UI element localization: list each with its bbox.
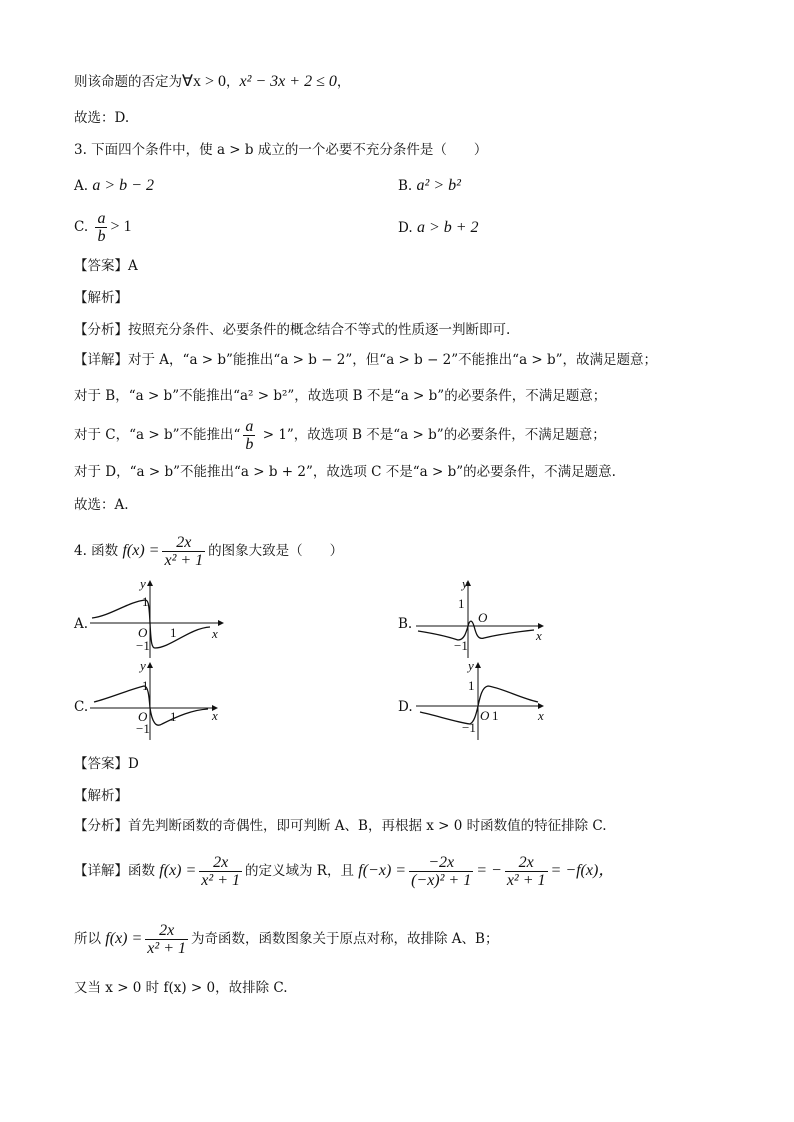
graph-c-origin: O <box>138 709 148 724</box>
graph-a-label: A. <box>74 616 89 632</box>
q4-stem-den: x² + 1 <box>164 552 204 569</box>
graph-c-y-label: y <box>140 658 146 673</box>
negation-sep: ， <box>225 74 240 90</box>
graph-b-one: 1 <box>458 596 465 611</box>
q3-option-a-math: a > b − 2 <box>92 177 154 194</box>
graph-d-x-label: x <box>538 708 544 723</box>
q3-stem: 3. 下面四个条件中，使 a > b 成立的一个必要不充分条件是（ ） <box>74 142 488 158</box>
graph-a-one: 1 <box>142 594 149 609</box>
graph-b-origin: O <box>478 610 488 625</box>
q3-fenxi: 【分析】按照充分条件、必要条件的概念结合不等式的性质逐一判断即可. <box>74 322 511 338</box>
graph-c-label: C. <box>74 699 89 715</box>
graph-a-origin: O <box>138 625 148 640</box>
q3-detail-c-num: a <box>245 418 254 435</box>
q4-so <box>74 922 498 957</box>
q4-detail <box>74 854 614 889</box>
q4-detail-tail: = −f(x)， <box>550 862 615 879</box>
q3-option-a <box>74 176 154 196</box>
q3-detail-c-pre: 对于 C，“a > b”不能推出“ <box>74 427 241 443</box>
q3-detail-c <box>74 418 606 453</box>
q3-option-d-label: D. <box>398 220 413 236</box>
graph-c-neg-one: −1 <box>136 721 150 736</box>
q3-option-c-rest: > 1 <box>110 218 132 235</box>
q4-so-fraction <box>145 922 188 957</box>
q4-stem-fraction <box>162 534 205 569</box>
graph-a-neg-one: −1 <box>136 638 150 653</box>
graph-d-y-label: y <box>468 658 474 673</box>
graph-d-unit: 1 <box>492 708 499 723</box>
q4-detail-fneg: f(−x) = <box>358 862 407 879</box>
q4-fenxi: 【分析】首先判断函数的奇偶性，即可判断 A、B，再根据 x > 0 时函数值的特征排除 C. <box>74 818 607 834</box>
graph-a <box>90 578 230 658</box>
q3-option-a-label: A. <box>74 178 89 194</box>
graph-c-unit: 1 <box>170 709 177 724</box>
q4-detail-fraction2 <box>409 854 473 889</box>
graph-d-one: 1 <box>468 678 475 693</box>
q3-detail-b: 对于 B，“a > b”不能推出“a² > b²”，故选项 B 不是“a > b”的必要条件，不满足题意； <box>74 388 607 404</box>
q3-detail-c-post: > 1”，故选项 B 不是“a > b”的必要条件，不满足题意； <box>258 427 606 443</box>
q4-so-pre: 所以 <box>74 931 101 947</box>
graph-c <box>90 660 230 740</box>
q4-also: 又当 x > 0 时 f(x) > 0，故排除 C. <box>74 980 288 996</box>
graph-c-one: 1 <box>142 678 149 693</box>
q4-detail-den3: x² + 1 <box>506 872 546 889</box>
q4-stem-num: 2x <box>162 534 205 552</box>
graph-d-origin: O <box>480 708 490 723</box>
q4-so-post: 为奇函数，函数图象关于原点对称，故排除 A、B； <box>191 931 499 947</box>
q4-so-f: f(x) = <box>105 930 143 947</box>
q3-option-d-math: a > b + 2 <box>416 219 479 236</box>
graph-a-unit: 1 <box>170 625 177 640</box>
q3-option-c-num: a <box>97 210 106 227</box>
negation-line <box>74 72 350 92</box>
negation-text: 则该命题的否定为 <box>74 74 182 90</box>
q4-detail-f: f(x) = <box>159 862 197 879</box>
graph-b <box>416 578 556 658</box>
negation-inequality: x² − 3x + 2 ≤ 0 <box>239 73 337 90</box>
q3-detail-c-fraction <box>243 418 255 453</box>
graph-a-y-label: y <box>140 576 146 591</box>
q4-detail-mid: 的定义域为 R，且 <box>245 863 354 879</box>
q3-detail-d: 对于 D，“a > b”不能推出“a > b + 2”，故选项 C 不是“a > b”的必要条件，不满足题意. <box>74 464 616 480</box>
q3-detail-c-den: b <box>245 436 254 453</box>
q3-option-b <box>398 176 461 196</box>
q3-option-c-label: C. <box>74 219 89 235</box>
q4-detail-pre: 【详解】函数 <box>74 863 155 879</box>
graph-d <box>416 660 556 740</box>
q4-jiexi: 【解析】 <box>74 788 128 804</box>
negation-quantifier: ∀x > 0 <box>182 73 226 90</box>
q4-answer: 【答案】D <box>74 756 139 772</box>
graph-d-label: D. <box>398 699 413 715</box>
graph-b-x-label: x <box>536 628 542 643</box>
q4-stem-pre: 4. 函数 <box>74 543 119 559</box>
q3-option-b-math: a² > b² <box>416 177 461 194</box>
q4-detail-eq: = − <box>476 862 502 879</box>
graph-b-neg-one: −1 <box>454 638 468 653</box>
q4-so-den: x² + 1 <box>147 940 186 957</box>
q3-option-c-den: b <box>97 228 106 245</box>
q4-detail-num2: −2x <box>409 854 473 872</box>
q4-detail-fraction3 <box>505 854 548 889</box>
q4-stem <box>74 534 343 569</box>
q4-detail-den2: (−x)² + 1 <box>411 872 472 889</box>
negation-end: ， <box>336 74 351 90</box>
graph-c-x-label: x <box>212 708 218 723</box>
q3-option-b-label: B. <box>398 178 413 194</box>
graph-b-label: B. <box>398 616 413 632</box>
q3-option-c <box>74 210 131 245</box>
q4-stem-f: f(x) = <box>122 542 160 559</box>
graph-a-x-label: x <box>212 626 218 641</box>
graph-b-y-label: y <box>462 576 468 591</box>
q4-stem-post: 的图象大致是（ ） <box>208 543 344 559</box>
q4-detail-den: x² + 1 <box>201 872 240 889</box>
choose-d-line: 故选：D. <box>74 110 130 126</box>
q3-jiexi: 【解析】 <box>74 290 128 306</box>
q4-detail-num3: 2x <box>505 854 548 872</box>
q3-answer: 【答案】A <box>74 258 138 274</box>
q4-so-num: 2x <box>145 922 188 940</box>
q3-conclusion: 故选：A. <box>74 497 129 513</box>
q3-option-d <box>398 218 479 238</box>
q4-detail-fraction <box>199 854 242 889</box>
q3-option-c-fraction <box>95 210 107 245</box>
q3-detail-a: 【详解】对于 A，“a > b”能推出“a > b − 2”，但“a > b − 2”不能推出“a > b”，故满足题意； <box>74 352 658 368</box>
q4-detail-num: 2x <box>199 854 242 872</box>
graph-d-neg-one: −1 <box>462 720 476 735</box>
